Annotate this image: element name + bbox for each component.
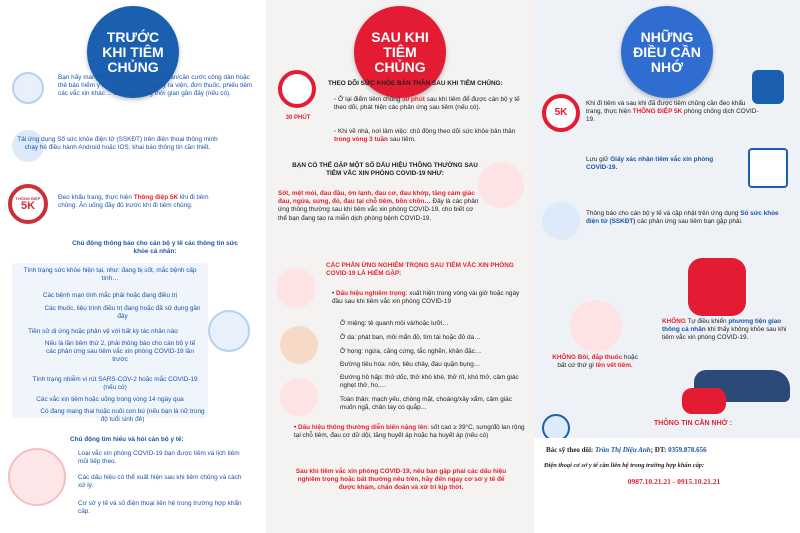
column-after — [266, 0, 534, 533]
notify-item-1: Tình trạng sức khỏe hiện tại, như: đang bị sốt, mắc bệnh cấp tính… — [23, 267, 197, 283]
learn-item-3: Cơ sở y tế và số điện thoại liên hệ trong trường hợp khẩn cấp. — [78, 500, 242, 516]
stop-hand-icon — [688, 258, 746, 316]
notify-item-5: Nếu là lần tiêm thứ 2, phải thông báo cho cán bộ y tế các phản ứng sau tiêm vắc xin phòng COVID-19 lần trước — [44, 340, 196, 364]
serious-heading: CÁC PHẢN ỨNG NGHIÊM TRỌNG SAU TIÊM VẮC XIN PHÒNG COVID-19 LÀ HIẾM GẶP: — [326, 262, 514, 278]
sign-skin: Ở da: phát ban, môi mẩn đỏ, tím tái hoặc đỏ da… — [340, 334, 481, 341]
monitor-item-2: ◦ Khi về nhà, nơi làm việc: chủ động theo dõi sức khỏe bản thân trong vòng 3 tuần sau tiêm. — [334, 128, 516, 144]
notify-item-7: Các vắc xin tiêm hoặc uống trong vòng 14 ngày qua — [36, 396, 184, 403]
5k-badge-small: THÔNG ĐIỆP — [15, 196, 41, 201]
timer-icon — [278, 70, 316, 108]
doctor-line: Bác sỹ theo dõi: Trần Thị Diệu Anh; ĐT: 0359.878.656 — [546, 446, 707, 454]
doctor-phone-icon — [208, 310, 250, 352]
header-remember — [621, 6, 713, 98]
header-before-title: TRƯỚC KHI TIÊM CHỦNG — [102, 28, 164, 75]
remember-notify: Thông báo cho cán bộ y tế và cập nhật trên ứng dụng Sổ sức khỏe điện tử (SSKĐT) các phản ứng sau tiêm bạn gặp phải. — [586, 210, 779, 226]
phone-notify-icon — [542, 202, 580, 240]
learn-item-1: Loại vắc xin phòng COVID-19 bạn được tiêm và lịch tiêm mũi tiếp theo. — [78, 450, 240, 466]
common-signs-text: Sốt, mệt mỏi, đau đầu, ớn lạnh, đau cơ, đau khớp, tăng cảm giác đau, ngứa, sưng, đỏ, đau tại chỗ tiêm, bồn chồn… Đây là các phản ứng thông thường sau khi tiêm vắc xin phòng COVID-19, cho biết cơ thể bạn đang tạo ra miễn dịch phòng bệnh COVID-19. — [278, 190, 479, 222]
notify-item-8: Có đang mang thai hoặc nuôi con bú (nếu bạn là nữ trong độ tuổi sinh đẻ) — [40, 408, 205, 424]
no-driving: KHÔNG Tự điều khiển phương tiện giao thông cá nhân khi thấy không khỏe sau khi tiêm vắc xin phòng COVID-19. — [662, 318, 787, 342]
warning-text: Sau khi tiêm vắc xin phòng COVID-19, nếu bạn gặp phải các dấu hiệu nghiêm trọng hoặc bất thường nêu trên, hãy đến ngay cơ sở y tế để được khám, chẩn đoán và xử trí kịp thời. — [295, 468, 507, 492]
notify-item-3: Các thuốc, liệu trình điều trị đang hoặc đã sử dụng gần đây — [44, 305, 201, 321]
sign-respiratory: Đường hô hấp: thở dốc, thở khò khè, thở rít, khó thở, cảm giác nghẹt thở, ho,… — [340, 374, 519, 390]
notify-item-4: Tiền sử dị ứng hoặc phản vệ với bất kỳ tác nhân nào — [28, 328, 178, 335]
5k-badge-icon — [8, 184, 48, 224]
doctor-avatar-icon — [8, 448, 66, 506]
shield-check-icon — [752, 70, 784, 104]
monitor-heading: THEO DÕI SỨC KHỎE BẢN THÂN SAU KHI TIÊM CHỦNG: — [328, 80, 503, 87]
remember-mask: Khi đi tiêm và sau khi đã được tiêm chủng cần đeo khẩu trang, thực hiện THÔNG ĐIỆP 5K phòng chống dịch COVID-19. — [586, 100, 759, 124]
sign-mouth: Ở miệng: tê quanh môi và/hoặc lưỡi… — [340, 320, 449, 327]
before-app-download: Tải ứng dụng Sổ sức khỏe điện tử (SSKĐT) trên điện thoại thông minh chạy hệ điều hành Android hoặc IOS; khai báo thông tin cần thiết. — [17, 136, 218, 152]
5k-shield-text: 5K — [554, 107, 568, 118]
breathing-icon — [280, 378, 318, 416]
sign-digestive: Đường tiêu hóa: nôn, tiêu chảy, đau quặn bụng… — [340, 361, 481, 368]
emergency-label: Điện thoại cơ sở y tế cần liên hệ trong trường hợp khẩn cấp: — [544, 462, 705, 469]
sign-throat: Ở họng: ngứa, căng cứng, tắc nghẽn, khản đặc… — [340, 348, 482, 355]
notify-item-6: Tình trạng nhiễm vi rút SARS-COV-2 hoặc mắc COVID-19 (nếu có) — [32, 376, 198, 392]
learn-heading: Chủ động tìm hiểu và hỏi cán bộ y tế: — [70, 436, 184, 443]
header-after-title: SAU KHI TIÊM CHỦNG — [371, 28, 429, 75]
notify-heading: Chủ động thông báo cho cán bộ y tế các thông tin sức khỏe cá nhân: — [72, 240, 238, 256]
serious-signs-intro: • Dấu hiệu nghiêm trọng: xuất hiện trong vòng vài giờ hoặc ngày đầu sau khi tiêm vắc xin phòng COVID-19 — [332, 290, 520, 306]
5k-shield-icon — [542, 94, 580, 132]
common-signs-heading: BẠN CÓ THỂ GẶP MỘT SỐ DẤU HIỆU THÔNG THƯỜNG SAU TIÊM VẮC XIN PHÒNG COVID-19 NHƯ: — [292, 162, 478, 178]
timer-label: 30 PHÚT — [285, 115, 311, 121]
monitor-item-1: ◦ Ở lại điểm tiêm chủng 30 phút sau khi tiêm để được cán bộ y tế theo dõi, phát hiện các phản ứng sau tiêm (nếu có). — [334, 96, 520, 112]
id-card-icon — [12, 72, 44, 104]
no-ointment: KHÔNG Bôi, đắp thuốc hoặc bất cứ thứ gì lên vết tiêm. — [552, 354, 638, 370]
remember-certificate: Lưu giữ Giấy xác nhận tiêm vắc xin phòng COVID-19. — [586, 156, 714, 172]
notify-item-2: Các bệnh mạn tính mắc phải hoặc đang điều trị — [42, 292, 178, 299]
scooter-icon — [682, 388, 726, 414]
column-remember — [534, 0, 800, 533]
sick-person-icon — [478, 162, 524, 208]
learn-item-2: Các dấu hiệu có thể xuất hiện sau khi tiêm chủng và cách xử lý. — [78, 474, 242, 490]
header-remember-title: NHỮNG ĐIỀU CẦN NHỚ — [633, 28, 701, 75]
contact-title: THÔNG TIN CẦN NHỚ : — [654, 420, 732, 427]
before-bring-docs: Bạn hãy mang theo chứng minh nhân dân/căn cước công dân hoặc thẻ bảo hiểm y tế; sổ khám bệnh, giấy ra viện, đơn thuốc, phiếu tiêm các vắc xin khác… sử dụng trong thời gian gần đây (nếu có). — [58, 74, 253, 98]
emergency-numbers: 0987.10.21.21 - 0915.10.21.21 — [627, 477, 721, 486]
worsening-signs: • Dấu hiệu thông thường diễn biến nặng lên: sốt cao ≥ 39°C, sưng/đỏ lan rộng tại chỗ tiêm, đau cơ dữ dội, tăng huyết áp hoặc hạ huyết áp (nếu có) — [294, 424, 525, 440]
rash-icon — [276, 268, 316, 308]
certificate-icon — [748, 148, 788, 188]
bandage-arm-icon — [570, 300, 622, 352]
face-icon — [280, 326, 318, 364]
before-mask: Đeo khẩu trang, thực hiện Thông điệp 5K khi đi tiêm chủng. Ăn uống đầy đủ trước khi đi tiêm chủng. — [58, 194, 209, 210]
5k-badge-big: 5K — [20, 200, 36, 212]
sign-whole-body: Toàn thân: mạch yếu, chóng mặt, choáng/xây xẩm, cảm giác muốn ngã, chân tay co quắp… — [340, 396, 512, 412]
column-before — [0, 0, 266, 533]
